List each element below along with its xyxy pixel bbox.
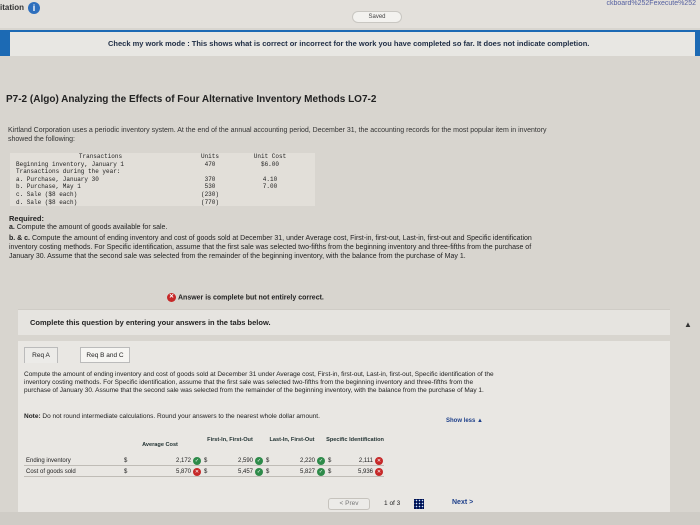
tx-unit-cost: 4.10 (262, 175, 278, 183)
table-row (24, 467, 384, 477)
answer-cell[interactable] (204, 456, 264, 466)
dollar-sign: $ (266, 469, 270, 475)
tx-unit-cost (235, 199, 305, 207)
tx-units: 370 (204, 175, 216, 183)
header-specific-identification: Specific Identification (326, 437, 384, 443)
tx-unit-cost (235, 191, 305, 199)
answer-cell[interactable] (124, 456, 202, 466)
req-a-text: Compute the amount of goods available for sale. (16, 224, 168, 231)
tab-req-b-and-c[interactable]: Req B and C (80, 347, 130, 363)
header-lifo: Last-In, First-Out (269, 437, 315, 443)
tabs-panel (18, 341, 670, 525)
banner-panel (10, 32, 695, 56)
req-bc-text: Compute the amount of ending inventory and cost of goods sold at December 31, under Average cost, First-in, first-out, Last-in, first-out and Specific identification inventory costing methods. For Specific identification, assume that the first sale was selected two-fifths from the beginning inventory and three-fifths from the purchase of January 30. Assume that the second sale was selected from the remainder of the beginning inventory, with the balance from the purchase of May 1. (9, 235, 532, 260)
dollar-sign: $ (328, 469, 332, 475)
table-row (10, 168, 315, 176)
tx-label: c. Sale ($8 each) (16, 190, 78, 198)
note (24, 413, 320, 420)
header-fifo: First-In, First-Out (207, 437, 253, 443)
answer-value[interactable]: 5,827 (299, 469, 315, 475)
banner-text: Check my work mode : This shows what is correct or incorrect for the work you have completed so far. It does not indicate completion. (108, 39, 590, 48)
answer-cell[interactable] (328, 456, 384, 466)
tab-req-a[interactable]: Req A (24, 347, 58, 363)
check-mode-banner (0, 30, 700, 56)
note-text: Do not round intermediate calculations. Round your answers to the nearest whole dollar amount. (42, 413, 320, 420)
of-label: of (389, 500, 395, 507)
check-circle-icon: ✓ (318, 458, 324, 464)
table-row (10, 191, 315, 199)
answer-cell[interactable] (266, 456, 326, 466)
tx-units: 470 (204, 160, 216, 168)
requirement-bc (9, 234, 544, 261)
x-circle-icon: ✕ (376, 469, 382, 475)
cursor-icon: ▲ (684, 320, 692, 329)
tx-units: (230) (200, 190, 219, 198)
note-label: Note: (24, 413, 41, 420)
answer-value[interactable]: 2,220 (299, 458, 315, 464)
required-heading: Required: (9, 214, 45, 223)
header-transactions: Transactions (78, 153, 123, 160)
check-circle-icon: ✓ (256, 458, 262, 464)
header-unit-cost: Unit Cost (253, 153, 287, 160)
table-row (10, 161, 315, 169)
problem-title: P7-2 (Algo) Analyzing the Effects of Four Alternative Inventory Methods LO7-2 (6, 94, 377, 105)
tx-units (185, 168, 235, 176)
show-less-link[interactable]: Show less ▲ (446, 418, 483, 424)
answer-cell[interactable] (328, 467, 384, 477)
row-label-cost-of-goods-sold: Cost of goods sold (26, 469, 76, 475)
app-title: itation (0, 3, 24, 12)
top-bar (0, 0, 700, 28)
answer-value[interactable]: 5,870 (175, 469, 191, 475)
total-pages: 3 (396, 500, 401, 507)
question-page (0, 56, 700, 525)
tx-units: (770) (200, 198, 219, 206)
table-row (10, 183, 315, 191)
transactions-header (10, 153, 315, 161)
prev-button[interactable]: < Prev (328, 498, 370, 510)
answer-value[interactable]: 2,590 (237, 458, 253, 464)
check-circle-icon: ✓ (318, 469, 324, 475)
bottom-bar (0, 512, 700, 525)
tx-unit-cost (235, 168, 305, 176)
check-circle-icon: ✓ (194, 458, 200, 464)
x-circle-icon: ✕ (376, 458, 382, 464)
answer-value[interactable]: 2,172 (175, 458, 191, 464)
info-icon[interactable]: i (28, 2, 40, 14)
url-fragment: ckboard%252Fexecute%252 (606, 0, 696, 7)
answer-value[interactable]: 5,457 (237, 469, 253, 475)
table-row (10, 199, 315, 207)
tx-unit-cost: $6.00 (260, 160, 279, 168)
grid-icon[interactable] (414, 499, 424, 509)
current-page: 1 (384, 500, 388, 507)
answer-status-text: Answer is complete but not entirely correct. (178, 294, 324, 302)
complete-prompt-box (18, 309, 670, 335)
tx-unit-cost: 7.00 (262, 183, 278, 191)
tx-label: Transactions during the year: (16, 168, 121, 176)
dollar-sign: $ (204, 469, 208, 475)
answer-status (167, 293, 324, 302)
dollar-sign: $ (124, 469, 128, 475)
x-circle-icon: ✕ (168, 294, 175, 300)
requirement-a (9, 224, 167, 231)
req-bc-prefix: b. & c. (9, 235, 31, 242)
answer-cell[interactable] (204, 467, 264, 477)
x-circle-icon: ✕ (194, 469, 200, 475)
tx-label: b. Purchase, May 1 (16, 183, 81, 191)
dollar-sign: $ (204, 458, 208, 464)
dollar-sign: $ (124, 458, 128, 464)
answer-value[interactable]: 2,111 (358, 458, 373, 464)
next-button[interactable]: Next > (452, 499, 474, 506)
complete-prompt: Complete this question by entering your answers in the tabs below. (30, 318, 271, 327)
pager (328, 496, 508, 512)
table-row (10, 176, 315, 184)
tx-label: Beginning inventory, January 1 (16, 160, 125, 168)
saved-button[interactable]: Saved (352, 11, 402, 23)
page-indicator (384, 500, 400, 507)
problem-intro: Kirtland Corporation uses a periodic inventory system. At the end of the annual accounting period, December 31, the accounting records for the most popular item in inventory showed the following: (8, 127, 547, 143)
header-units: Units (200, 153, 219, 160)
tab-instructions: Compute the amount of ending inventory and cost of goods sold at December 31 under Average cost, First-in, first-out, Last-in, first-out, Specific identification of the inventory costing methods. For Specific identification, assume that the first sale was selected two-fifths from the beginning inventory and three-fifths from the purchase of January 30. Assume that the second sale was selected from the remainder of the beginning inventory, with the balance from the purchase of May 1. (24, 371, 494, 394)
req-a-prefix: a. (9, 224, 15, 231)
header-average-cost: Average Cost (142, 442, 178, 448)
dollar-sign: $ (328, 458, 332, 464)
tx-label: d. Sale ($8 each) (16, 198, 78, 206)
check-circle-icon: ✓ (256, 469, 262, 475)
transactions-table (10, 153, 315, 206)
answer-value[interactable]: 5,936 (357, 469, 373, 475)
tx-units: 530 (204, 183, 216, 191)
answer-cell[interactable] (266, 467, 326, 477)
dollar-sign: $ (266, 458, 270, 464)
tx-label: a. Purchase, January 30 (16, 175, 99, 183)
answer-cell[interactable] (124, 467, 202, 477)
table-row (24, 456, 384, 466)
row-label-ending-inventory: Ending inventory (26, 458, 71, 464)
